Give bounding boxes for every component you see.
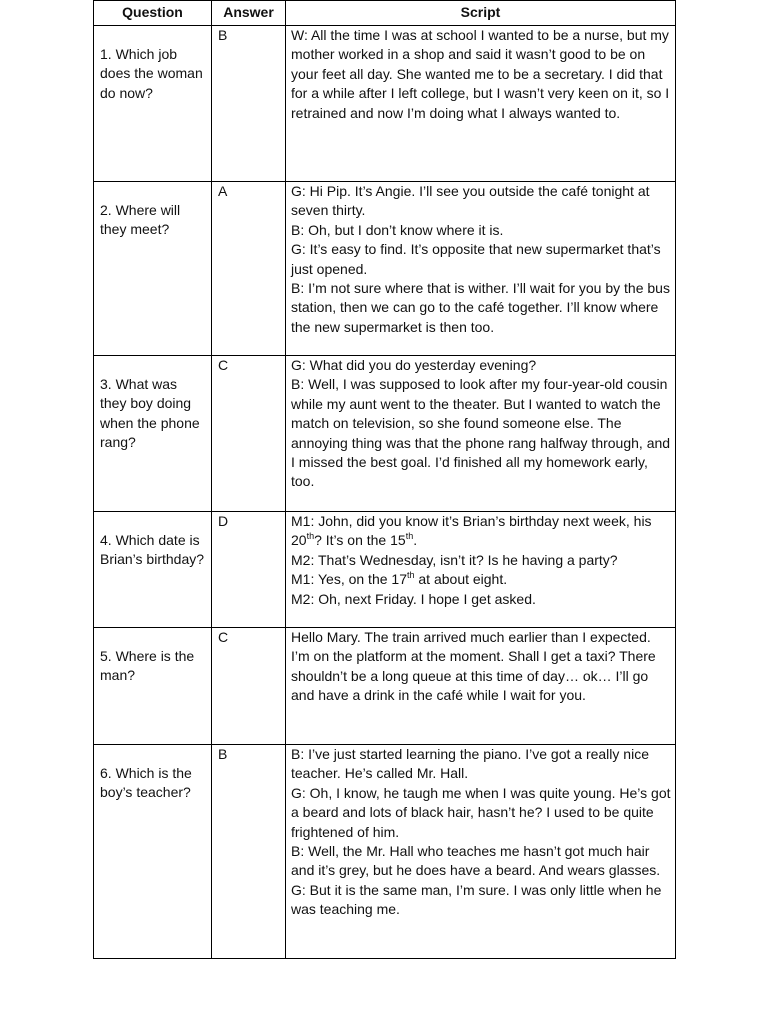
script-cell xyxy=(286,628,676,745)
ordinal-suffix: th xyxy=(406,570,415,581)
header-answer: Answer xyxy=(212,1,286,26)
script-line: M1: Yes, on the 17th at about eight. xyxy=(291,570,508,588)
script-line: B: Oh, but I don’t know where it is. xyxy=(291,221,504,238)
script-cell xyxy=(286,512,676,628)
script-cell xyxy=(286,182,676,356)
script-line: G: What did you do yesterday evening? xyxy=(291,357,537,373)
ordinal-suffix: th xyxy=(405,531,414,542)
script-line: G: But it is the same man, I’m sure. I was only little when he was teaching me. xyxy=(291,881,662,918)
answer-cell: A xyxy=(212,182,286,356)
script-line: G: Oh, I know, he taugh me when I was quite young. He’s got a beard and lots of black hair, hasn’t he? I used to be quite frightened of him. xyxy=(291,784,671,840)
script-cell xyxy=(286,745,676,959)
question-cell: 1. Which job does the woman do now? xyxy=(94,26,212,182)
answer-cell: C xyxy=(212,356,286,512)
table-header-row xyxy=(94,1,676,26)
header-script: Script xyxy=(286,1,676,26)
question-cell: 4. Which date is Brian’s birthday? xyxy=(94,512,212,628)
script-cell xyxy=(286,26,676,182)
script-line: G: It’s easy to find. It’s opposite that new supermarket that’s just opened. xyxy=(291,241,661,277)
script-line: W: All the time I was at school I wanted to be a nurse, but my mother worked in a shop and said it wasn’t good to be on your feet all day. She wanted me to be a secretary. I did that for a while after I left college, but I wasn’t very keen on it, so I retrained and now I’m doing what I always wanted to. xyxy=(291,27,670,121)
answer-cell: D xyxy=(212,512,286,628)
table-row xyxy=(94,745,676,959)
script-line: M2: Oh, next Friday. I hope I get asked. xyxy=(291,590,536,607)
script-line: Hello Mary. The train arrived much earlier than I expected. I’m on the platform at the moment. Shall I get a taxi? There shouldn’t be a long queue at this time of day… ok… I’ll go and have a drink in the café while I wait for you. xyxy=(291,629,656,704)
header-question: Question xyxy=(94,1,212,26)
script-line: B: I’m not sure where that is wither. I’ll wait for you by the bus station, then we can go to the café together. I’ll know where the new supermarket is then too. xyxy=(291,280,670,335)
question-cell: 3. What was they boy doing when the phone rang? xyxy=(94,356,212,512)
script-line: M1: John, did you know it’s Brian’s birthday next week, his 20th? It’s on the 15th. xyxy=(291,513,652,549)
table-row xyxy=(94,512,676,628)
script-line: B: I’ve just started learning the piano. I’ve got a really nice teacher. He’s called Mr. Hall. xyxy=(291,746,649,782)
table-row xyxy=(94,26,676,182)
answer-script-table xyxy=(93,0,676,959)
script-cell xyxy=(286,356,676,512)
answer-cell: C xyxy=(212,628,286,745)
question-cell: 5. Where is the man? xyxy=(94,628,212,745)
question-cell: 2. Where will they meet? xyxy=(94,182,212,356)
answer-cell: B xyxy=(212,26,286,182)
table-row xyxy=(94,628,676,745)
script-line: B: Well, I was supposed to look after my four-year-old cousin while my aunt went to the theater. But I wanted to watch the match on television, so she found someone else. The annoying thing was that the phone rang halfway through, and I missed the best goal. I’d finished all my homework early, too. xyxy=(291,376,671,490)
table-row xyxy=(94,356,676,512)
script-line: M2: That’s Wednesday, isn’t it? Is he having a party? xyxy=(291,551,618,568)
script-line: B: Well, the Mr. Hall who teaches me hasn’t got much hair and it’s grey, but he does have a beard. And wears glasses. xyxy=(291,843,661,879)
answer-cell: B xyxy=(212,745,286,959)
table-row xyxy=(94,182,676,356)
question-cell: 6. Which is the boy’s teacher? xyxy=(94,745,212,959)
ordinal-suffix: th xyxy=(306,531,315,542)
script-line: G: Hi Pip. It’s Angie. I’ll see you outside the café tonight at seven thirty. xyxy=(291,183,650,219)
